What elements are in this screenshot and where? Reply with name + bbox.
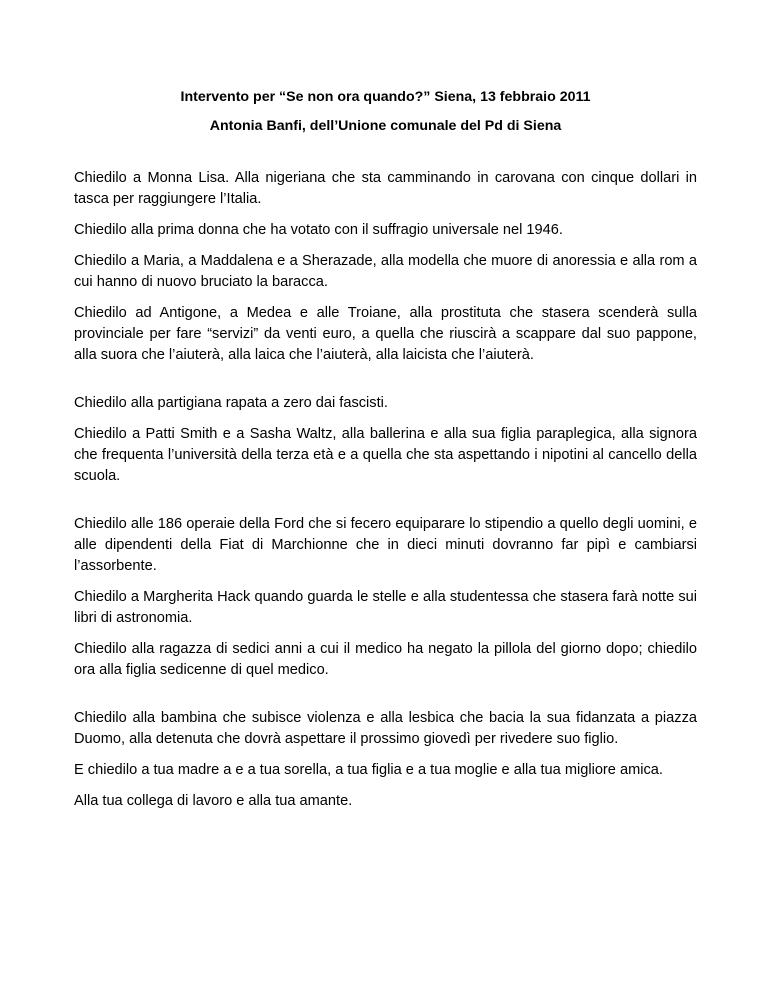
paragraph-8: Chiedilo a Margherita Hack quando guarda le stelle e alla studentessa che stasera farà notte sui libri di astronomia. [74,589,697,626]
paragraph-9: Chiedilo alla ragazza di sedici anni a cui il medico ha negato la pillola del giorno dopo; chiedilo ora alla figlia sedicenne di quel medico. [74,641,697,678]
paragraph-3: Chiedilo a Maria, a Maddalena e a Sherazade, alla modella che muore di anoressia e alla rom a cui hanno di nuovo bruciato la baracca. [74,253,697,290]
paragraph-2: Chiedilo alla prima donna che ha votato con il suffragio universale nel 1946. [74,222,563,238]
paragraph-12: Alla tua collega di lavoro e alla tua amante. [74,793,353,809]
document-page [74,88,697,822]
paragraph-11: E chiedilo a tua madre a e a tua sorella, a tua figlia e a tua moglie e alla tua migliore amica. [74,762,663,778]
document-title: Intervento per “Se non ora quando?” Siena, 13 febbraio 2011 [180,89,591,105]
paragraph-6: Chiedilo a Patti Smith e a Sasha Waltz, alla ballerina e alla sua figlia paraplegica, alla signora che frequenta l’università della terza età e a quella che sta aspettando i nipotini al cancello della scuola. [74,426,697,484]
paragraph-1: Chiedilo a Monna Lisa. Alla nigeriana che sta camminando in carovana con cinque dollari in tasca per raggiungere l’Italia. [74,170,697,207]
paragraph-7: Chiedilo alle 186 operaie della Ford che si fecero equiparare lo stipendio a quello degli uomini, e alle dipendenti della Fiat di Marchionne che in dieci minuti dovranno far pipì e cambiarsi l’assorbente. [74,516,697,574]
author-line: Antonia Banfi, dell’Unione comunale del Pd di Siena [209,118,562,134]
paragraph-5: Chiedilo alla partigiana rapata a zero dai fascisti. [74,395,388,411]
paragraph-4: Chiedilo ad Antigone, a Medea e alle Troiane, alla prostituta che stasera scenderà sulla provinciale per fare “servizi” da venti euro, a quella che riuscirà a scappare dal suo pappone, alla suora che l’aiuterà, alla laica che l’aiuterà, alla laicista che l’aiuterà. [74,305,697,363]
paragraph-10: Chiedilo alla bambina che subisce violenza e alla lesbica che bacia la sua fidanzata a piazza Duomo, alla detenuta che dovrà aspettare il prossimo giovedì per rivedere suo figlio. [74,710,697,747]
